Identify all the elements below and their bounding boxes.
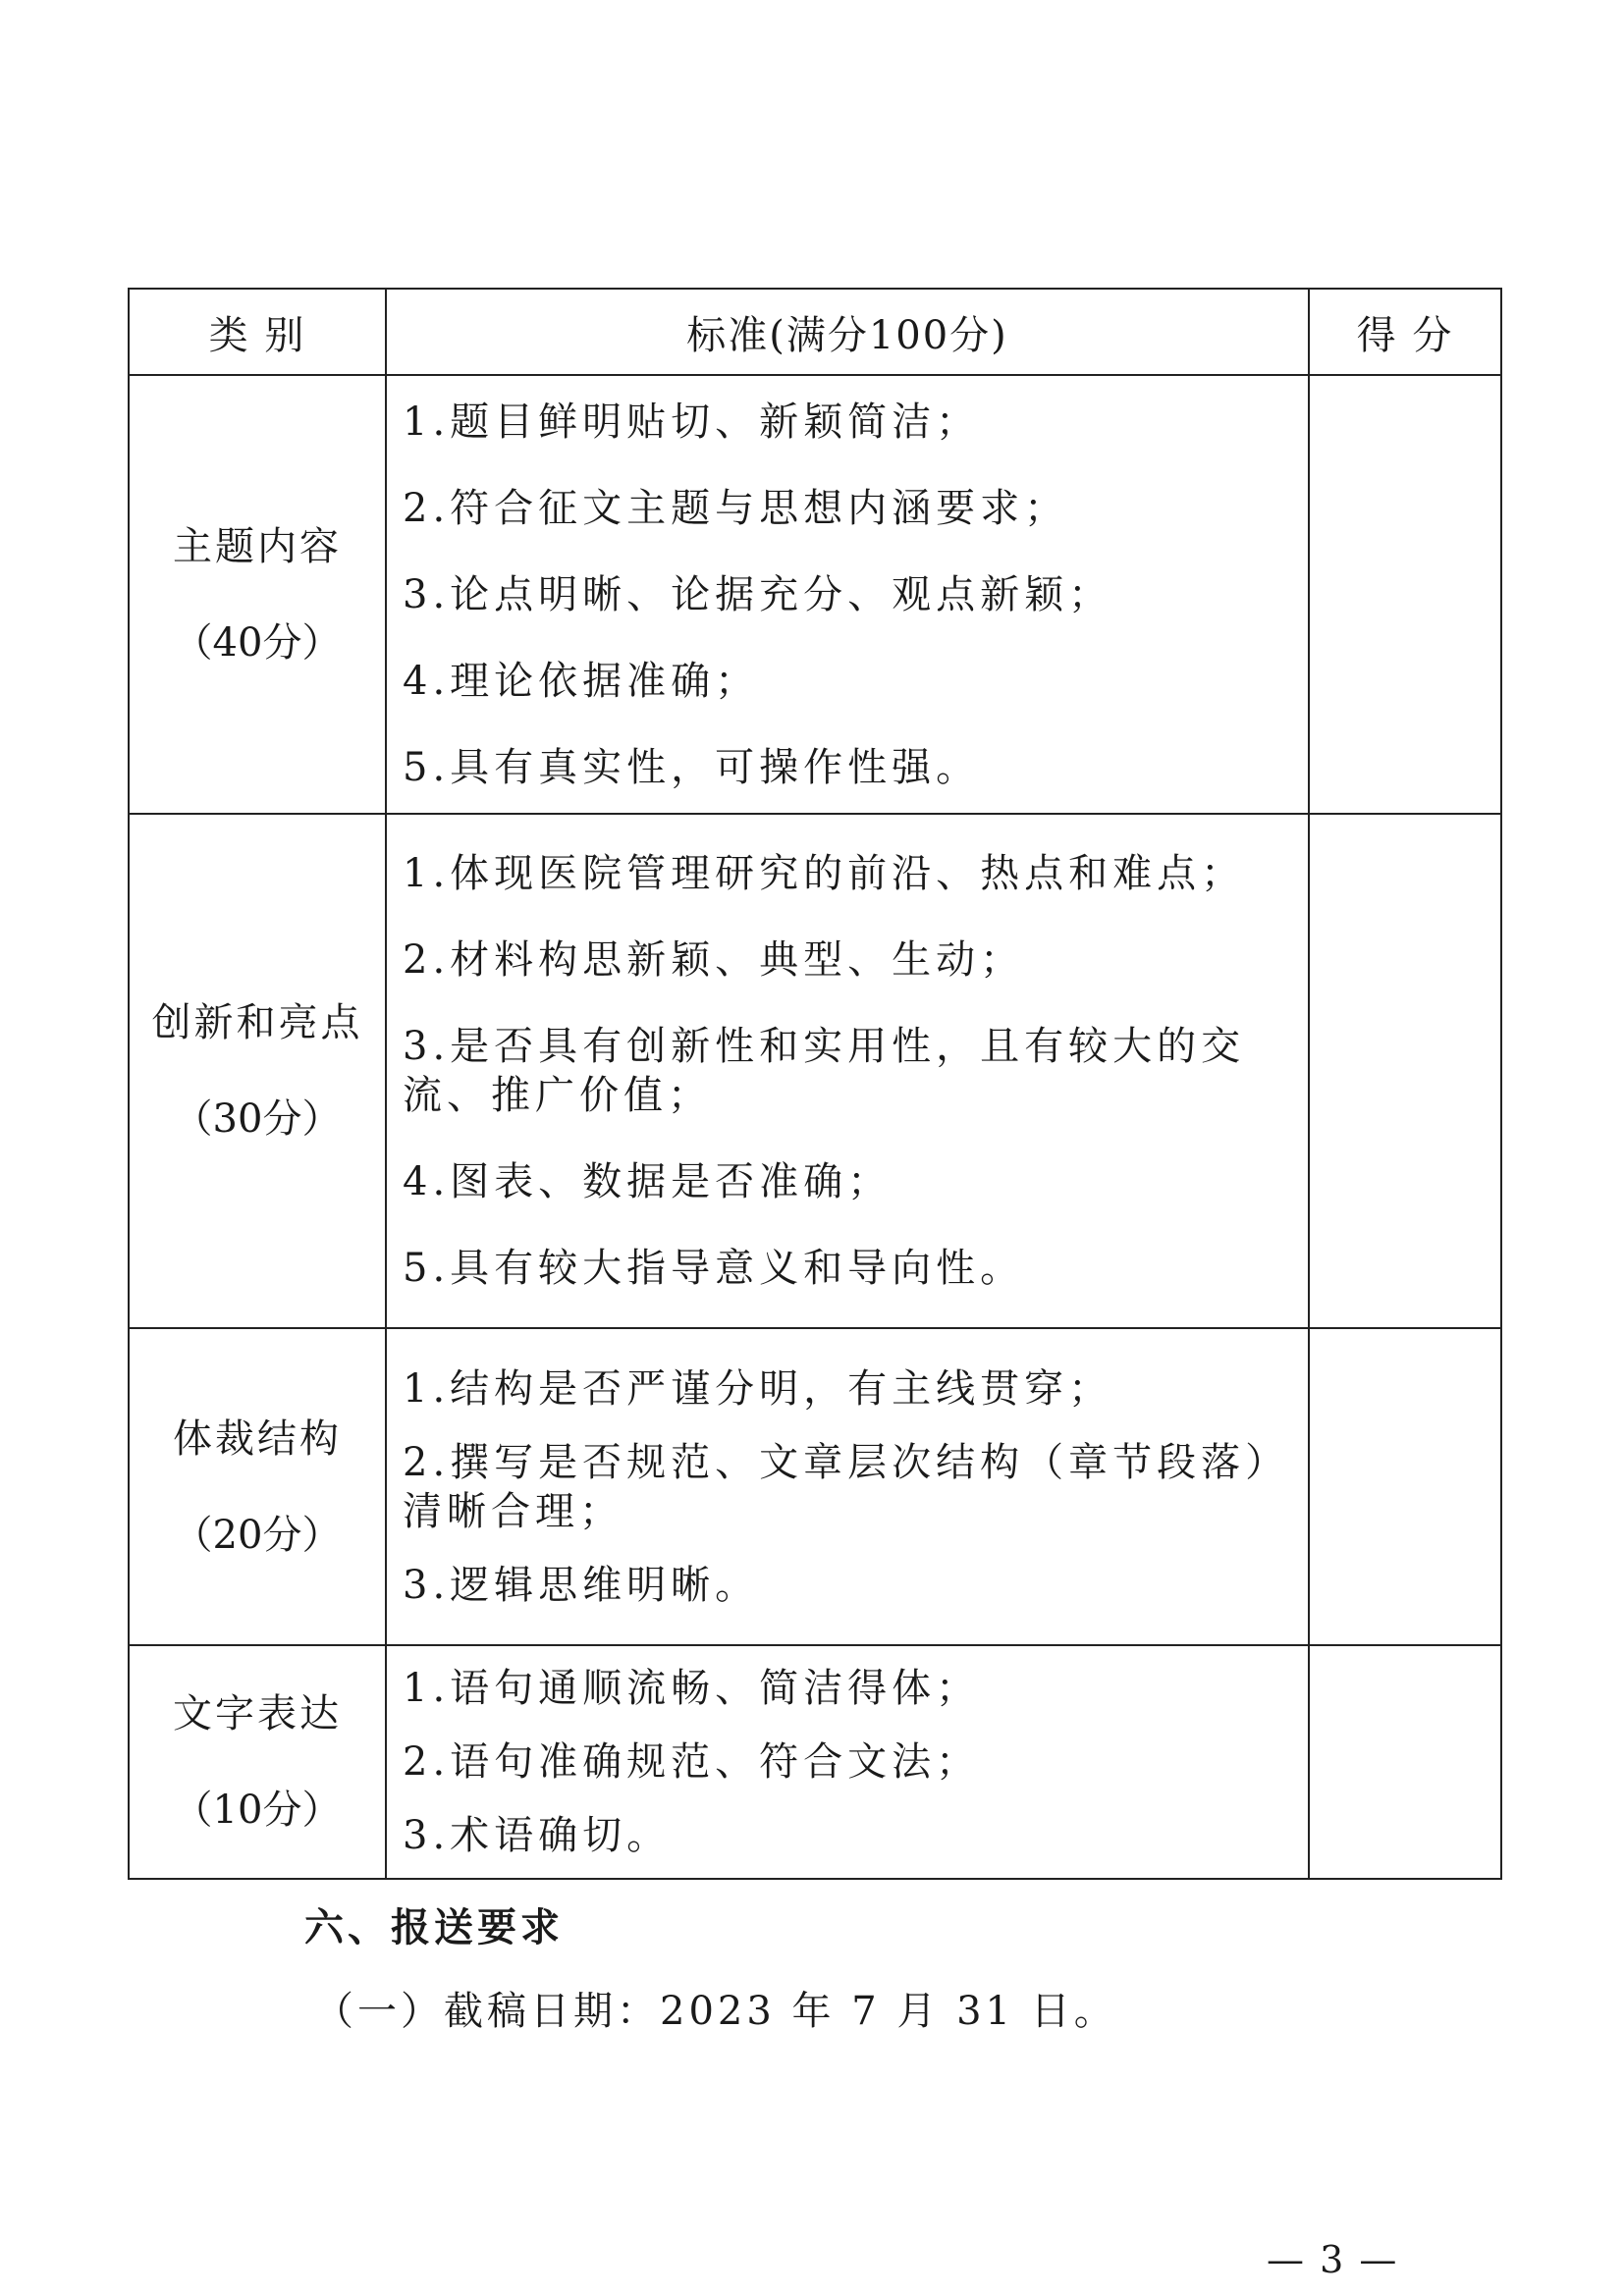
header-category: 类 别 [129, 289, 386, 375]
deadline-text: （一）截稿日期：2023 年 7 月 31 日。 [314, 1989, 1117, 2034]
criteria-item: 2.语句准确规范、符合文法； [403, 1739, 981, 1785]
score-cell [1309, 814, 1501, 1328]
criteria-item: 5.具有较大指导意义和导向性。 [403, 1246, 1025, 1291]
category-cell [129, 814, 386, 1328]
criteria-item: 4.理论依据准确； [403, 658, 760, 704]
criteria-item: 3.逻辑思维明晰。 [403, 1562, 760, 1608]
criteria-item: 4.图表、数据是否准确； [403, 1159, 893, 1204]
criteria-cell [386, 1645, 1309, 1879]
criteria-cell [386, 814, 1309, 1328]
category-points: （40分） [173, 619, 342, 666]
category-cell [129, 1328, 386, 1645]
criteria-item: 5.具有真实性，可操作性强。 [403, 744, 981, 790]
section-heading: 六、报送要求 [304, 1905, 564, 1950]
category-name: 创新和亮点 [151, 1000, 363, 1045]
criteria-cell [386, 375, 1309, 814]
score-cell [1309, 375, 1501, 814]
page-number: — 3 — [1267, 2238, 1399, 2281]
category-name: 主题内容 [173, 523, 342, 569]
table-row [129, 814, 1501, 1328]
table-row [129, 1645, 1501, 1879]
table-header-row [129, 289, 1501, 375]
score-cell [1309, 1645, 1501, 1879]
criteria-item: 3.论点明晰、论据充分、观点新颖； [403, 571, 1113, 617]
table-row [129, 1328, 1501, 1645]
category-name: 体裁结构 [173, 1415, 342, 1462]
criteria-item: 2.材料构思新颖、典型、生动； [403, 937, 1025, 983]
scoring-criteria-table [128, 288, 1502, 1880]
category-cell [129, 1645, 386, 1879]
criteria-cell [386, 1328, 1309, 1645]
criteria-item: 1.结构是否严谨分明，有主线贯穿； [403, 1365, 1113, 1412]
category-name: 文字表达 [173, 1691, 342, 1736]
category-points: （30分） [173, 1096, 342, 1142]
criteria-item: 1.体现医院管理研究的前沿、热点和难点； [403, 851, 1246, 896]
criteria-item: 3.术语确切。 [403, 1813, 672, 1858]
header-score: 得 分 [1309, 289, 1501, 375]
criteria-item: 1.题目鲜明贴切、新颖简洁； [403, 399, 981, 445]
score-cell [1309, 1328, 1501, 1645]
criteria-item: 2.符合征文主题与思想内涵要求； [403, 485, 1069, 531]
category-cell [129, 375, 386, 814]
criteria-item: 3.是否具有创新性和实用性，且有较大的交流、推广价值； [403, 1024, 1246, 1118]
category-points: （10分） [173, 1788, 342, 1833]
category-points: （20分） [173, 1512, 342, 1558]
table-row [129, 375, 1501, 814]
criteria-item: 2.撰写是否规范、文章层次结构（章节段落）清晰合理； [403, 1439, 1290, 1534]
header-standard: 标准(满分100分) [386, 289, 1309, 375]
criteria-item: 1.语句通顺流畅、简洁得体； [403, 1666, 981, 1711]
